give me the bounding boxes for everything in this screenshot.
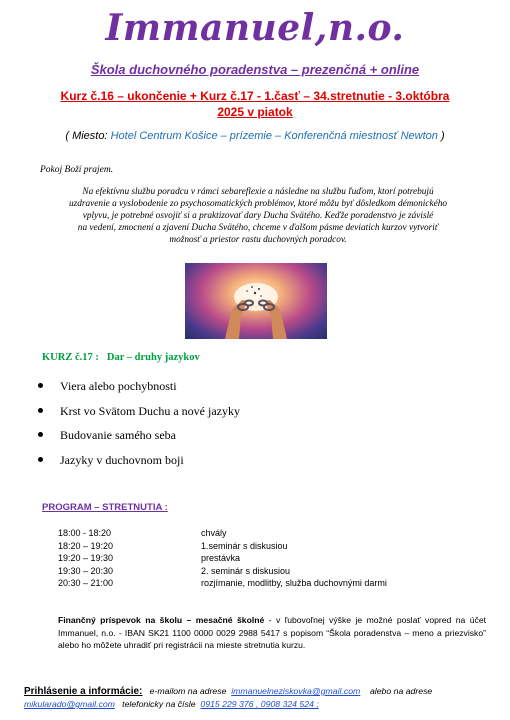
schedule-row <box>58 541 478 554</box>
schedule-row <box>58 553 478 566</box>
program-title: PROGRAM – STRETNUTIA : <box>42 502 168 513</box>
intro-line: uzdravenie a vyslobodenie zo psychosomatických problémov, ktoré môžu byť dôsledkom démonického <box>69 199 447 209</box>
schedule-time: 19:20 – 19:30 <box>58 553 114 563</box>
bullet-icon <box>38 457 43 462</box>
contact-info <box>24 685 494 711</box>
course-heading-line1: Kurz č.16 – ukončenie + Kurz č.17 - 1.časť – 34.stretnutie - 3.októbra <box>60 89 450 103</box>
venue-close: ) <box>437 130 445 142</box>
email-link-primary[interactable]: immanuelneziskovka@gmail.com <box>231 686 361 696</box>
bullet-icon <box>38 383 43 388</box>
schedule-row <box>58 528 478 541</box>
intro-line: vplyvu, je potrebné osvojiť si a praktizovať dary Ducha Svätého. Keďže poradenstvo je závislé <box>82 211 434 221</box>
school-subtitle: Škola duchovného poradenstva – prezenčná + online <box>90 62 420 77</box>
or-text: alebo na adrese <box>369 686 433 696</box>
list-item-text: Viera alebo pochybnosti <box>60 379 177 393</box>
schedule-activity: prestávka <box>201 553 241 563</box>
finance-paragraph <box>58 614 486 652</box>
schedule-activity: chvály <box>201 528 227 538</box>
list-item <box>36 378 240 403</box>
schedule-time: 19:30 – 20:30 <box>58 565 114 576</box>
contact-label: Prihlásenie a informácie: <box>24 686 143 697</box>
list-item-text: Budovanie samého seba <box>60 428 176 442</box>
email-prefix: e-mailom na adrese <box>149 686 227 696</box>
schedule-time: 18:20 – 19:20 <box>58 540 114 551</box>
list-item-text: Jazyky v duchovnom boji <box>60 452 184 467</box>
topic-list <box>36 378 240 476</box>
bullet-icon <box>38 408 43 413</box>
list-item <box>36 452 240 477</box>
intro-line: na vedení, zmocnení a zjavení Ducha Svätého, chceme v ďalšom pásme deviatich kurzov vytvoriť <box>77 223 439 233</box>
kurz-label: KURZ č.17 : <box>42 352 99 363</box>
broken-chains-image <box>185 263 327 339</box>
list-item <box>36 427 240 452</box>
schedule-activity: rozjímanie, modlitby, služba duchovnými darmi <box>201 578 387 588</box>
schedule-activity: 2. seminár s diskusiou <box>201 565 291 576</box>
program-schedule <box>58 528 478 591</box>
course-heading-line2: 2025 v piatok <box>217 105 293 119</box>
broken-chains-illustration <box>185 263 327 339</box>
list-item <box>36 403 240 428</box>
greeting: Pokoj Boží prajem. <box>40 165 114 175</box>
intro-paragraph <box>58 186 458 246</box>
venue-line <box>0 130 510 142</box>
course-heading <box>30 88 480 120</box>
kurz-topic: Dar – druhy jazykov <box>106 352 200 363</box>
schedule-activity: 1.seminár s diskusiou <box>201 540 288 551</box>
schedule-time: 18:00 - 18:20 <box>58 528 112 538</box>
venue-open: ( Miesto: <box>65 130 111 142</box>
intro-line: Na efektívnu službu poradcu v rámci sebareflexie a následne na službu ľuďom, ktorí potrebujú <box>82 187 434 197</box>
list-item-text: Krst vo Svätom Duchu a nové jazyky <box>60 403 240 418</box>
finance-text: - v ľubovoľnej výške je možné poslať vopred na účet Immanuel, n.o. - IBAN SK21 1100 0000 0029 2988 5417 s popisom “Škola poradenstva – meno a priezvisko” alebo ho môžete uhradiť pri registrácii na mieste stretnutia kurzu. <box>58 615 486 650</box>
schedule-row <box>58 566 478 579</box>
intro-line: možnosť a priestor rastu duchovných poradcov. <box>169 235 347 245</box>
schedule-time: 20:30 – 21:00 <box>58 578 114 588</box>
finance-heading: Finančný príspevok na školu – mesačné školné <box>58 615 265 625</box>
logo: Immanuel,n.o. <box>105 7 405 49</box>
phone-prefix: telefonicky na čísle <box>122 699 196 709</box>
venue-place: Hotel Centrum Košice – prízemie – Konferenčná miestnosť Newton <box>110 130 438 142</box>
bullet-icon <box>38 432 43 437</box>
schedule-row <box>58 578 478 591</box>
phone-numbers[interactable]: 0915 229 376 , 0908 324 524 ; <box>200 699 319 709</box>
email-link-secondary[interactable]: mikularado@gmail.com <box>24 699 115 709</box>
kurz-heading <box>42 352 200 363</box>
